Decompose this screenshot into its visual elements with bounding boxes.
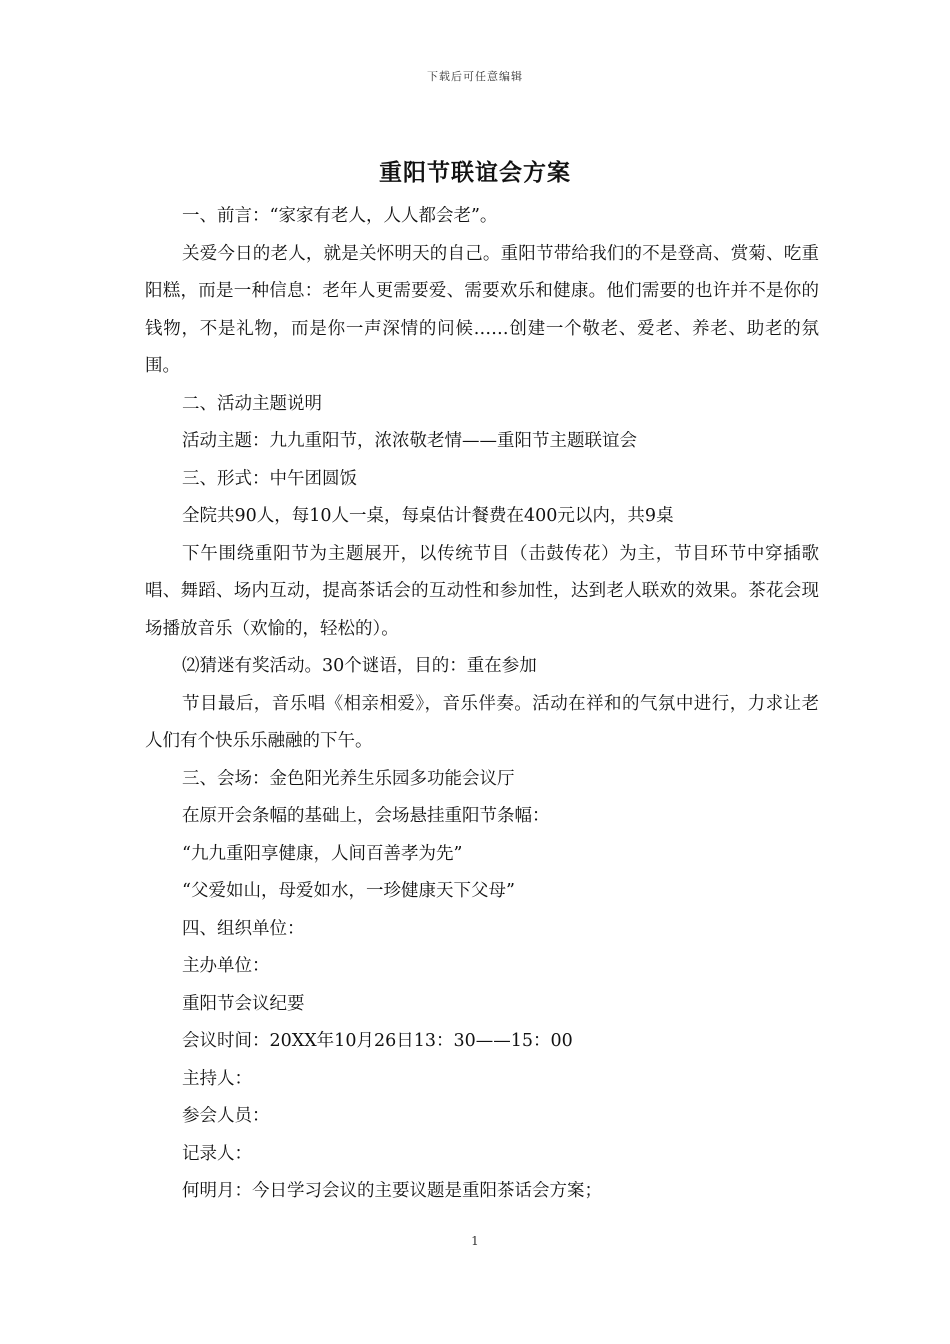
paragraph-banner-2: “父爱如山，母爱如水，一珍健康天下父母” xyxy=(182,881,515,901)
paragraph-banner-1: “九九重阳享健康，人间百善孝为先” xyxy=(182,843,463,864)
document-body xyxy=(145,198,819,1211)
paragraph-he-mingyue: 何明月：今日学习会议的主要议题是重阳茶话会方案； xyxy=(182,1181,602,1201)
paragraph-format-heading: 三、形式：中午团圆饭 xyxy=(182,468,357,489)
page-number: 1 xyxy=(471,1234,479,1248)
paragraph-attendees: 参会人员： xyxy=(182,1106,270,1126)
paragraph-finale: 节目最后，音乐唱《相亲相爱》，音乐伴奏。活动在祥和的气氛中进行，力求让老人们有个快乐乐融融的下午。 xyxy=(145,693,819,751)
paragraph-afternoon-program: 下午围绕重阳节为主题展开，以传统节目（击鼓传花）为主，节目环节中穿插歌唱、舞蹈、场内互动，提高茶话会的互动性和参加性，达到老人联欢的效果。茶花会现场播放音乐（欢愉的，轻松的）。 xyxy=(145,543,819,639)
paragraph-organizer-heading: 四、组织单位： xyxy=(182,918,305,939)
paragraph-preface: 一、前言：“家家有老人，人人都会老”。 xyxy=(182,206,498,226)
paragraph-venue-heading: 三、会场：金色阳光养生乐园多功能会议厅 xyxy=(182,768,515,789)
document-title: 重阳节联谊会方案 xyxy=(379,159,571,186)
paragraph-minutes-title: 重阳节会议纪要 xyxy=(182,993,305,1014)
paragraph-riddle-activity: ⑵猜迷有奖活动。30个谜语，目的：重在参加 xyxy=(182,656,537,676)
paragraph-theme-heading: 二、活动主题说明 xyxy=(182,393,322,414)
paragraph-host: 主持人： xyxy=(182,1068,252,1089)
paragraph-banner-intro: 在原开会条幅的基础上，会场悬挂重阳节条幅： xyxy=(182,806,550,826)
page-header-note: 下载后可任意编辑 xyxy=(427,70,523,83)
paragraph-meeting-time: 会议时间：20XX年10月26日13：30——15：00 xyxy=(182,1031,573,1051)
paragraph-tables: 全院共90人，每10人一桌，每桌估计餐费在400元以内，共9桌 xyxy=(182,506,674,526)
paragraph-host-unit: 主办单位： xyxy=(182,956,270,976)
paragraph-theme: 活动主题：九九重阳节，浓浓敬老情——重阳节主题联谊会 xyxy=(182,431,637,451)
paragraph-recorder: 记录人： xyxy=(182,1143,252,1164)
paragraph-intro: 关爱今日的老人，就是关怀明天的自己。重阳节带给我们的不是登高、赏菊、吃重阳糕，而是一种信息：老年人更需要爱、需要欢乐和健康。他们需要的也许并不是你的钱物，不是礼物，而是你一声深情的问候……创建一个敬老、爱老、养老、助老的氛围。 xyxy=(145,243,819,376)
